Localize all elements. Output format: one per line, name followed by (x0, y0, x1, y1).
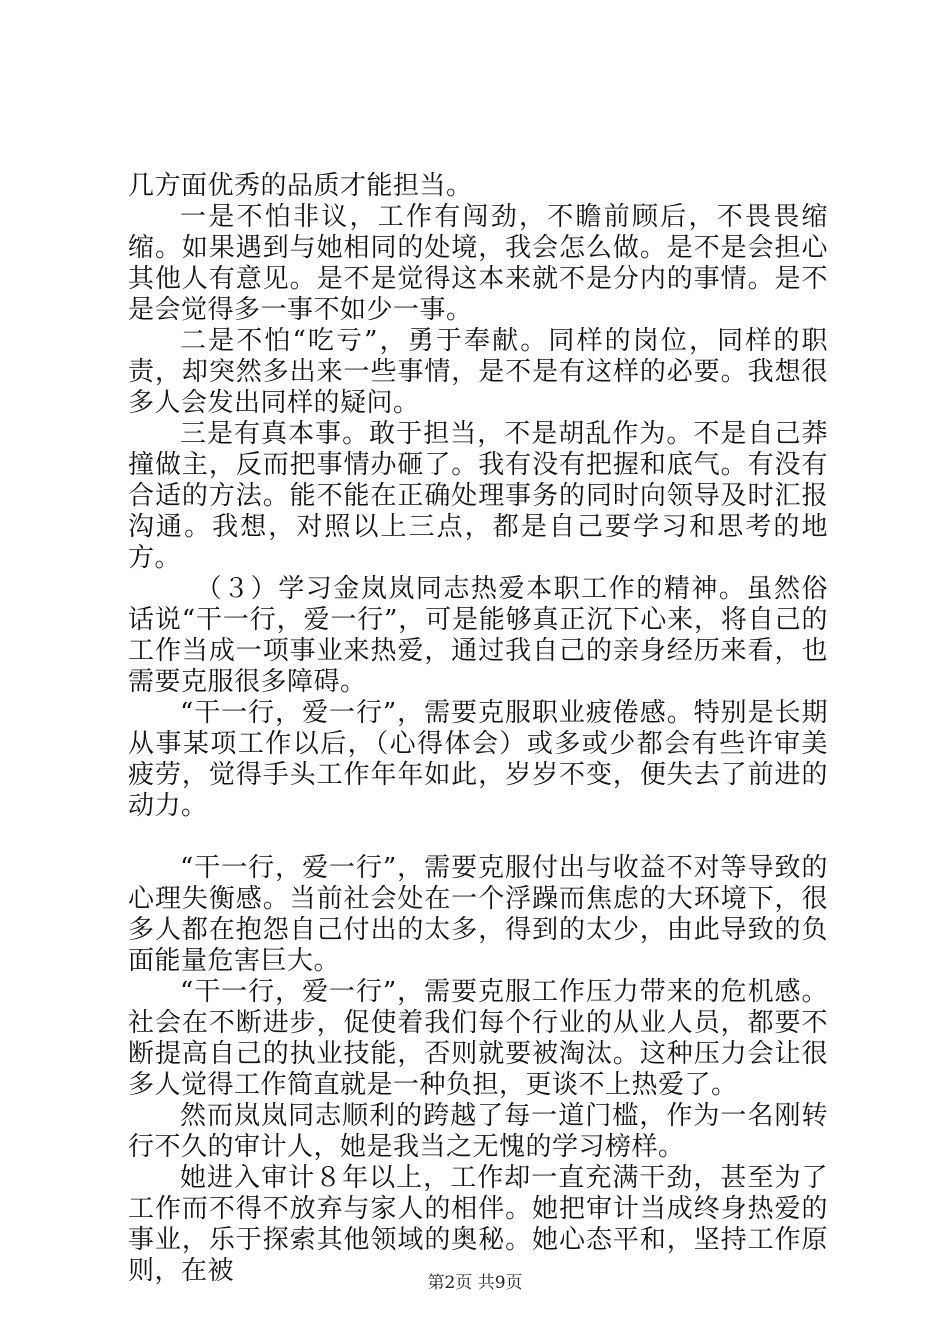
paragraph-3: 三是有真本事。敢于担当，不是胡乱作为。不是自己莽撞做主，反而把事情办砸了。我有没有把握和底气。有没有合适的方法。能不能在正确处理事务的同时向领导及时汇报沟通。我想，对照以上三点，都是自己要学习和思考的地方。 (128, 419, 828, 573)
paragraph-0: 几方面优秀的品质才能担当。 (128, 171, 473, 201)
paragraph-4: （３）学习金岚岚同志热爱本职工作的精神。虽然俗话说“干一行，爱一行”，可是能够真正沉下心来，将自己的工作当成一项事业来热爱，通过我自己的亲身经历来看，也需要克服很多障碍。 (128, 574, 828, 697)
document-body (128, 171, 828, 1287)
paragraph-1: 一是不怕非议，工作有闯劲，不瞻前顾后，不畏畏缩缩。如果遇到与她相同的处境，我会怎么做。是不是会担心其他人有意见。是不是觉得这本来就不是分内的事情。是不是会觉得多一事不如少一事。 (128, 202, 828, 325)
paragraph-5: “干一行，爱一行”，需要克服职业疲倦感。特别是长期从事某项工作以后，（心得体会）或多或少都会有些许审美疲劳，觉得手头工作年年如此，岁岁不变，便失去了前进的动力。 (128, 698, 828, 821)
page-number-footer: 第2页 共9页 (427, 1273, 523, 1293)
paragraph-7: “干一行，爱一行”，需要克服工作压力带来的危机感。社会在不断进步，促使着我们每个行业的从业人员，都要不断提高自己的执业技能，否则就要被淘汰。这种压力会让很多人觉得工作简直就是一种负担，更谈不上热爱了。 (128, 977, 828, 1100)
paragraph-6: “干一行，爱一行”，需要克服付出与收益不对等导致的心理失衡感。当前社会处在一个浮躁而焦虑的大环境下，很多人都在抱怨自己付出的太多，得到的太少，由此导致的负面能量危害巨大。 (128, 853, 828, 976)
paragraph-2: 二是不怕“吃亏”，勇于奉献。同样的岗位，同样的职责，却突然多出来一些事情，是不是有这样的必要。我想很多人会发出同样的疑问。 (128, 326, 828, 418)
paragraph-8: 然而岚岚同志顺利的跨越了每一道门槛，作为一名刚转行不久的审计人，她是我当之无愧的学习榜样。 (128, 1101, 828, 1162)
paragraph-9: 她进入审计８年以上，工作却一直充满干劲，甚至为了工作而不得不放弃与家人的相伴。她把审计当成终身热爱的事业，乐于探索其他领域的奥秘。她心态平和，坚持工作原则，在被 (128, 1163, 828, 1286)
paragraph-gap (128, 822, 828, 853)
